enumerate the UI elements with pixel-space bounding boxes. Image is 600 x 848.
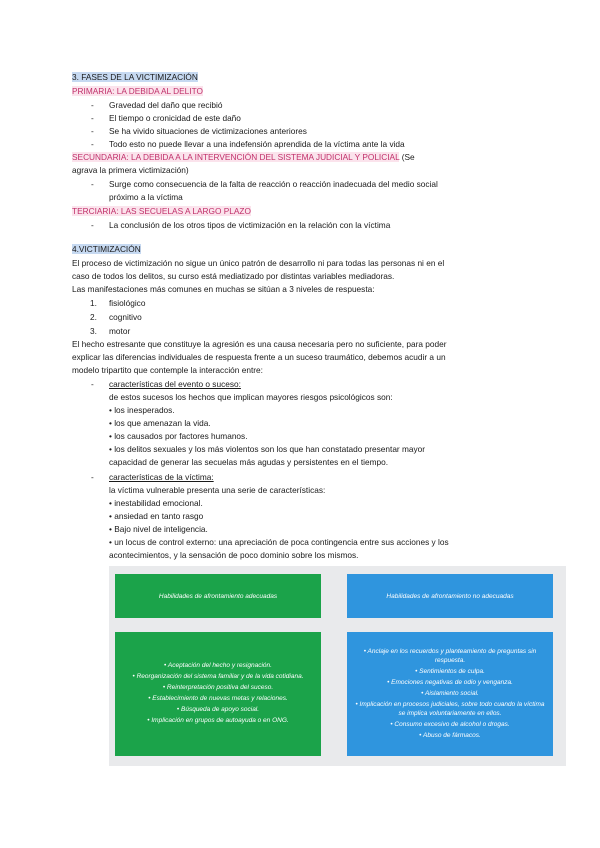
- level-number: 3.: [90, 326, 97, 336]
- para1-line: caso de todos los delitos, su curso está mediatizado por distintas variables mediadoras.: [72, 271, 395, 281]
- primaria-item: Todo esto no puede llevar a una indefensión aprendida de la víctima ante la vida: [109, 139, 405, 149]
- dash-bullet: -: [91, 113, 94, 123]
- evento-line: • los inesperados.: [109, 405, 175, 415]
- level-item: cognitivo: [109, 312, 142, 322]
- adequate-item: • Aceptación del hecho y resignación.: [164, 662, 272, 669]
- victima-line: acontecimientos, y la sensación de poco dominio sobre los mismos.: [109, 550, 359, 560]
- evento-line: de estos sucesos los hechos que implican mayores riesgos psicológicos son:: [109, 392, 393, 402]
- victima-line: la víctima vulnerable presenta una serie de características:: [109, 485, 326, 495]
- primaria-heading: PRIMARIA: LA DEBIDA AL DELITO: [72, 86, 203, 96]
- inadequate-item: • Abuso de fármacos.: [419, 731, 481, 739]
- inadequate-header: Habilidades de afrontamiento no adecuadas: [347, 574, 553, 618]
- section-4-title: 4.VICTIMIZACIÓN: [72, 244, 141, 254]
- victima-line: • inestabilidad emocional.: [109, 498, 203, 508]
- adequate-header: Habilidades de afrontamiento adecuadas: [115, 574, 321, 618]
- inadequate-item: • Sentimientos de culpa.: [415, 667, 485, 675]
- secundaria-item: Surge como consecuencia de la falta de reacción o reacción inadecuada del medio social: [109, 179, 438, 189]
- dash-bullet: -: [91, 220, 94, 230]
- victima-heading: características de la víctima:: [109, 472, 214, 482]
- secundaria-item-cont: próximo a la víctima: [109, 192, 183, 202]
- evento-line: capacidad de generar las secuelas más agudas y persistentes en el tiempo.: [109, 457, 389, 467]
- adequate-item: • Reorganización del sistema familiar y de la vida cotidiana.: [132, 673, 304, 680]
- primaria-item: El tiempo o cronicidad de este daño: [109, 113, 241, 123]
- primaria-item: Se ha vivido situaciones de victimizaciones anteriores: [109, 126, 307, 136]
- dash-bullet: -: [91, 379, 94, 389]
- section-3-title: 3. FASES DE LA VICTIMIZACIÓN: [72, 72, 198, 82]
- dash-bullet: -: [91, 139, 94, 149]
- secundaria-heading-cont: agrava la primera victimización): [72, 165, 189, 175]
- coping-skills-figure: [109, 566, 566, 766]
- adequate-item: • Establecimiento de nuevas metas y relaciones.: [148, 695, 288, 702]
- inadequate-item: • Anclaje en los recuerdos y planteamiento de preguntas sin respuesta.: [363, 647, 537, 664]
- secundaria-heading: SECUNDARIA: LA DEBIDA A LA INTERVENCIÓN DEL SISTEMA JUDICIAL Y POLICIAL (Se: [72, 152, 415, 162]
- inadequate-item: • Emociones negativas de odio y venganza.: [387, 678, 513, 686]
- terciaria-item: La conclusión de los otros tipos de victimización en la relación con la víctima: [109, 220, 391, 230]
- dash-bullet: -: [91, 472, 94, 482]
- adequate-item: • Reinterpretación positiva del suceso.: [162, 684, 274, 691]
- adequate-item: • Búsqueda de apoyo social.: [176, 706, 260, 713]
- victima-line: • Bajo nivel de inteligencia.: [109, 524, 208, 534]
- evento-line: • los causados por factores humanos.: [109, 431, 248, 441]
- evento-line: • los delitos sexuales y los más violentos son los que han constatado presentar mayor: [109, 444, 426, 454]
- para1-line: Las manifestaciones más comunes en muchas se sitúan a 3 niveles de respuesta:: [72, 284, 375, 294]
- level-number: 2.: [90, 312, 97, 322]
- level-item: motor: [109, 326, 131, 336]
- para2-line: modelo tripartito que contemple la interacción entre:: [72, 365, 263, 375]
- evento-heading: características del evento o suceso:: [109, 379, 241, 389]
- primaria-item: Gravedad del daño que recibió: [109, 100, 223, 110]
- inadequate-item: • Aislamiento social.: [421, 689, 479, 697]
- terciaria-heading: TERCIARIA: LAS SECUELAS A LARGO PLAZO: [72, 206, 251, 216]
- para2-line: explicar las diferencias individuales de respuesta frente a un suceso traumático, debemos acudir a un: [72, 352, 446, 362]
- level-number: 1.: [90, 298, 97, 308]
- level-item: fisiológico: [109, 298, 146, 308]
- evento-line: • los que amenazan la vida.: [109, 418, 211, 428]
- dash-bullet: -: [91, 100, 94, 110]
- inadequate-item: • Consumo excesivo de alcohol o drogas.: [390, 720, 510, 728]
- victima-line: • un locus de control externo: una apreciación de poca contingencia entre sus acciones y los: [109, 537, 449, 547]
- adequate-item: • Implicación en grupos de autoayuda o en ONG.: [147, 717, 289, 724]
- dash-bullet: -: [91, 126, 94, 136]
- para2-line: El hecho estresante que constituye la agresión es una causa necesaria pero no suficiente, para poder: [72, 339, 447, 349]
- inadequate-item: • Implicación en procesos judiciales, sobre todo cuando la víctima se implica voluntariamente en ellos.: [355, 700, 545, 717]
- dash-bullet: -: [91, 179, 94, 189]
- para1-line: El proceso de victimización no sigue un único patrón de desarrollo ni para todas las personas ni en el: [72, 258, 445, 268]
- victima-line: • ansiedad en tanto rasgo: [109, 511, 204, 521]
- adequate-list: [115, 632, 321, 756]
- inadequate-list: [347, 632, 553, 756]
